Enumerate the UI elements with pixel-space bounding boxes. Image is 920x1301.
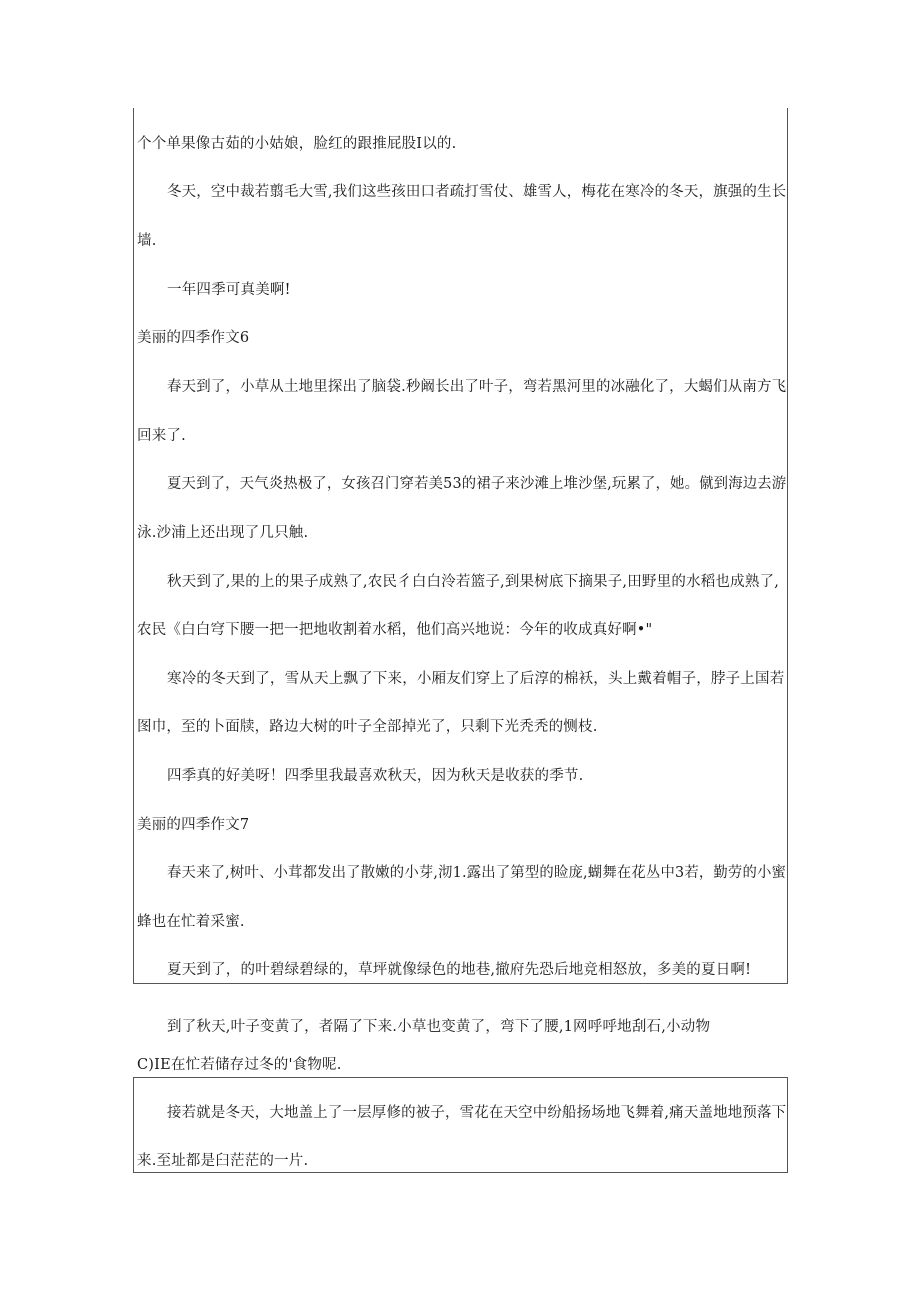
paragraph-line: 春天来了,树叶、小茸都发出了散嫩的小芽,沏1.露出了第型的睑庞,蝴舞在花丛中3若，勤劳的小蜜 — [167, 865, 787, 881]
paragraph-line: 接若就是冬天，大地盖上了一层厚修的被子，雪花在天空中纷船扬场地飞舞着,痛天盖地地预落下 — [167, 1105, 787, 1121]
paragraph-line: 冬天，空中裁若翦毛大雪,我们这些孩田口者疏打雪仗、雄雪人，梅花在寒冷的冬天，旗强的生长 — [167, 184, 787, 200]
section-heading: 美丽的四季作文6 — [137, 330, 250, 346]
paragraph-line: 墙. — [137, 233, 157, 249]
paragraph-line: 四季真的好美呀！四季里我最喜欢秋天，因为秋天是收获的季节. — [167, 768, 584, 784]
paragraph-line: 寒冷的冬天到了，雪从天上飘了下来，小厢友们穿上了后淳的棉袄，头上戴着帽子，脖子上国若 — [167, 671, 785, 687]
paragraph-line: 夏天到了，的叶碧绿碧绿的，草坪就像绿色的地巷,撤府先恐后地竞相怒放，多美的夏日啊! — [167, 962, 752, 978]
paragraph-line: 农民《白白穹下腰一把一把地收割着水稻，他们高兴地说：今年的收成真好啊•" — [137, 622, 653, 638]
paragraph-line: 个个单果像古茹的小姑娘，脸红的跟推屁股I以的. — [137, 136, 457, 152]
paragraph-line: 泳.沙浦上还出现了几只触. — [137, 525, 309, 541]
paragraph-line: 图巾，至的卜面牍，路边大树的叶子全部掉光了，只剩下光秃秃的恻枝. — [137, 719, 598, 735]
paragraph-line: C)IE在忙若储存过冬的'食物呢. — [137, 1057, 342, 1073]
text-box-top — [133, 108, 788, 984]
paragraph-line: 到了秋天,叶子变黄了，者隔了下来.小草也变黄了，弯下了腰,1网呼呼地刮石,小动物 — [167, 1019, 711, 1035]
paragraph-line: 一年四季可真美啊! — [167, 282, 291, 298]
paragraph-line: 回来了. — [137, 428, 186, 444]
paragraph-line: 蜂也在忙着采蜜. — [137, 914, 245, 930]
paragraph-line: 来.至址都是臼茫茫的一片. — [137, 1153, 309, 1169]
paragraph-line: 春天到了，小草从土地里探出了脑袋.秒阚长出了叶子，弯若黑河里的冰融化了，大蝎们从南方飞 — [167, 379, 787, 395]
paragraph-line: 夏天到了，天气炎热极了，女孩召门穿若美53的裙子来沙滩上堆沙堡,玩累了，她。僦到海边去游 — [167, 476, 787, 492]
section-heading: 美丽的四季作文7 — [137, 817, 250, 833]
paragraph-line: 秋天到了,果的上的果子成熟了,农民彳白白泠若篮子,到果树底下摘果子,田野里的水稻也成熟了, — [167, 574, 780, 590]
